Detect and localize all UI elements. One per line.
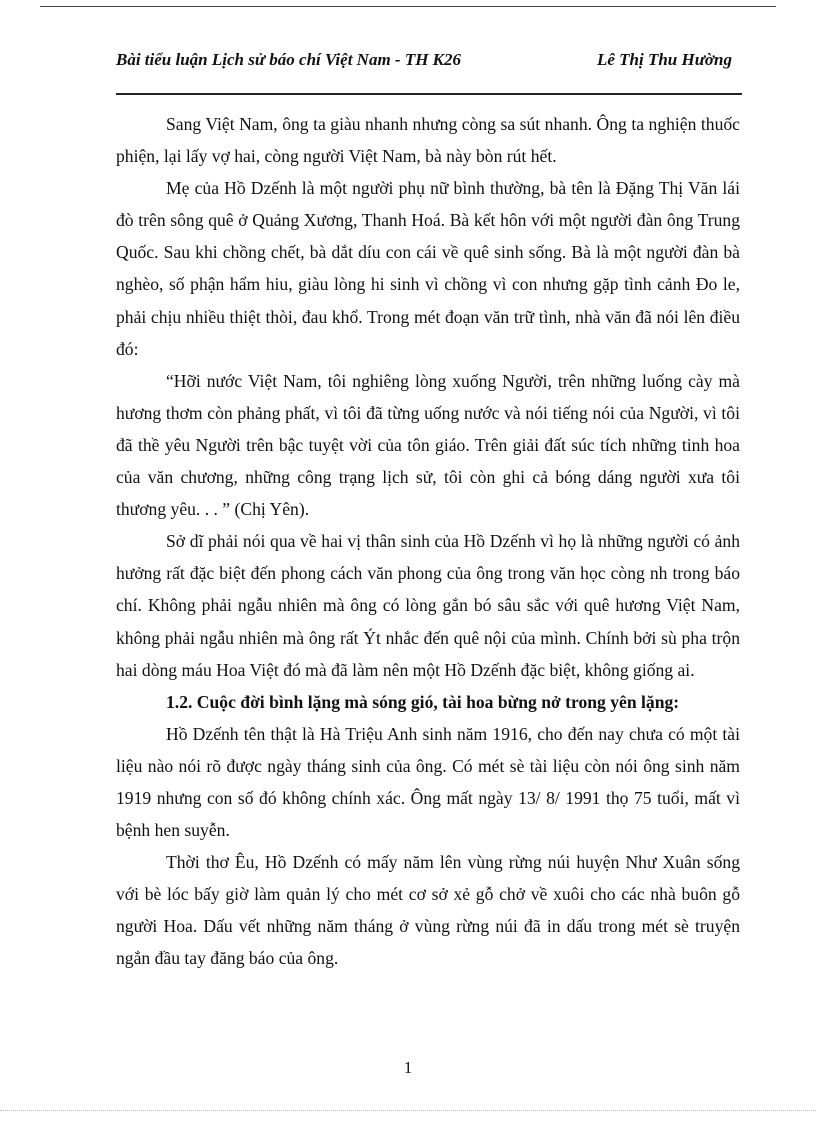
paragraph: Mẹ của Hồ Dzếnh là một người phụ nữ bình thường, bà tên là Đặng Thị Văn lái đò trên sông quê ở Quảng Xương, Thanh Hoá. Bà kết hôn với một người đàn ông Trung Quốc. Sau khi chồng chết, bà dắt díu con cái về quê sinh sống. Bà là một người đàn bà nghèo, số phận hẩm hiu, giàu lòng hi sinh vì chồng vì con nhưng gặp tình cảnh Đo le, phải chịu nhiều thiệt thòi, đau khổ. Trong mét đoạn văn trữ tình, nhà văn đã nói lên điều đó:: [116, 178, 740, 359]
page-header: [116, 50, 740, 70]
bottom-rule: [0, 1110, 816, 1111]
header-author: Lê Thị Thu Hường: [596, 50, 732, 69]
header-title: Bài tiểu luận Lịch sử báo chí Việt Nam - TH K26: [116, 50, 462, 69]
paragraph: Hồ Dzếnh tên thật là Hà Triệu Anh sinh năm 1916, cho đến nay chưa có một tài liệu nào nói rõ được ngày tháng sinh của ông. Có mét sè tài liệu còn nói ông sinh năm 1919 nhưng con số đó không chính xác. Ông mất ngày 13/ 8/ 1991 thọ 75 tuổi, mất vì bệnh hen suyễn.: [116, 723, 740, 841]
quote-paragraph: “Hỡi nước Việt Nam, tôi nghiêng lòng xuống Người, trên những luống cày mà hương thơm còn phảng phất, vì tôi đã từng uống nước và nói tiếng nói của Người, vì tôi đã thề yêu Người trên bậc tuyệt vời của tôn giáo. Trên giải đất súc tích những tinh hoa của văn chương, những công trạng lịch sử, tôi còn ghi cả bóng dáng người xưa tôi thương yêu. . . ” (Chị Yên).: [116, 370, 740, 520]
header-rule: [116, 93, 742, 95]
paragraph: Sở dĩ phải nói qua về hai vị thân sinh của Hồ Dzếnh vì họ là những người có ảnh hưởng rất đặc biệt đến phong cách văn phong của ông trong văn học còng nh trong báo chí. Không phải ngẫu nhiên mà ông có lòng gắn bó sâu sắc với quê hương Việt Nam, không phải ngẫu nhiên mà ông rất Ýt nhắc đến quê nội của mình. Chính bởi sù pha trộn hai dòng máu Hoa Việt đó mà đã làm nên một Hồ Dzếnh đặc biệt, không giống ai.: [116, 531, 740, 680]
section-heading: 1.2. Cuộc đời bình lặng mà sóng gió, tài hoa bừng nở trong yên lặng:: [166, 691, 680, 712]
document-body: [116, 108, 740, 975]
page-number: 1: [403, 1058, 413, 1077]
top-rule: [40, 6, 776, 7]
paragraph: Sang Việt Nam, ông ta giàu nhanh nhưng còng sa sút nhanh. Ông ta nghiện thuốc phiện, lại lấy vợ hai, còng người Việt Nam, bà này bòn rút hết.: [116, 114, 740, 167]
paragraph: Thời thơ Êu, Hồ Dzếnh có mấy năm lên vùng rừng núi huyện Như Xuân sống với bè lóc bấy giờ làm quản lý cho mét cơ sở xẻ gỗ chở về xuôi cho các nhà buôn gỗ người Hoa. Dấu vết những năm tháng ở vùng rừng núi đã in dấu trong mét sè truyện ngắn đầu tay đăng báo của ông.: [116, 852, 740, 969]
